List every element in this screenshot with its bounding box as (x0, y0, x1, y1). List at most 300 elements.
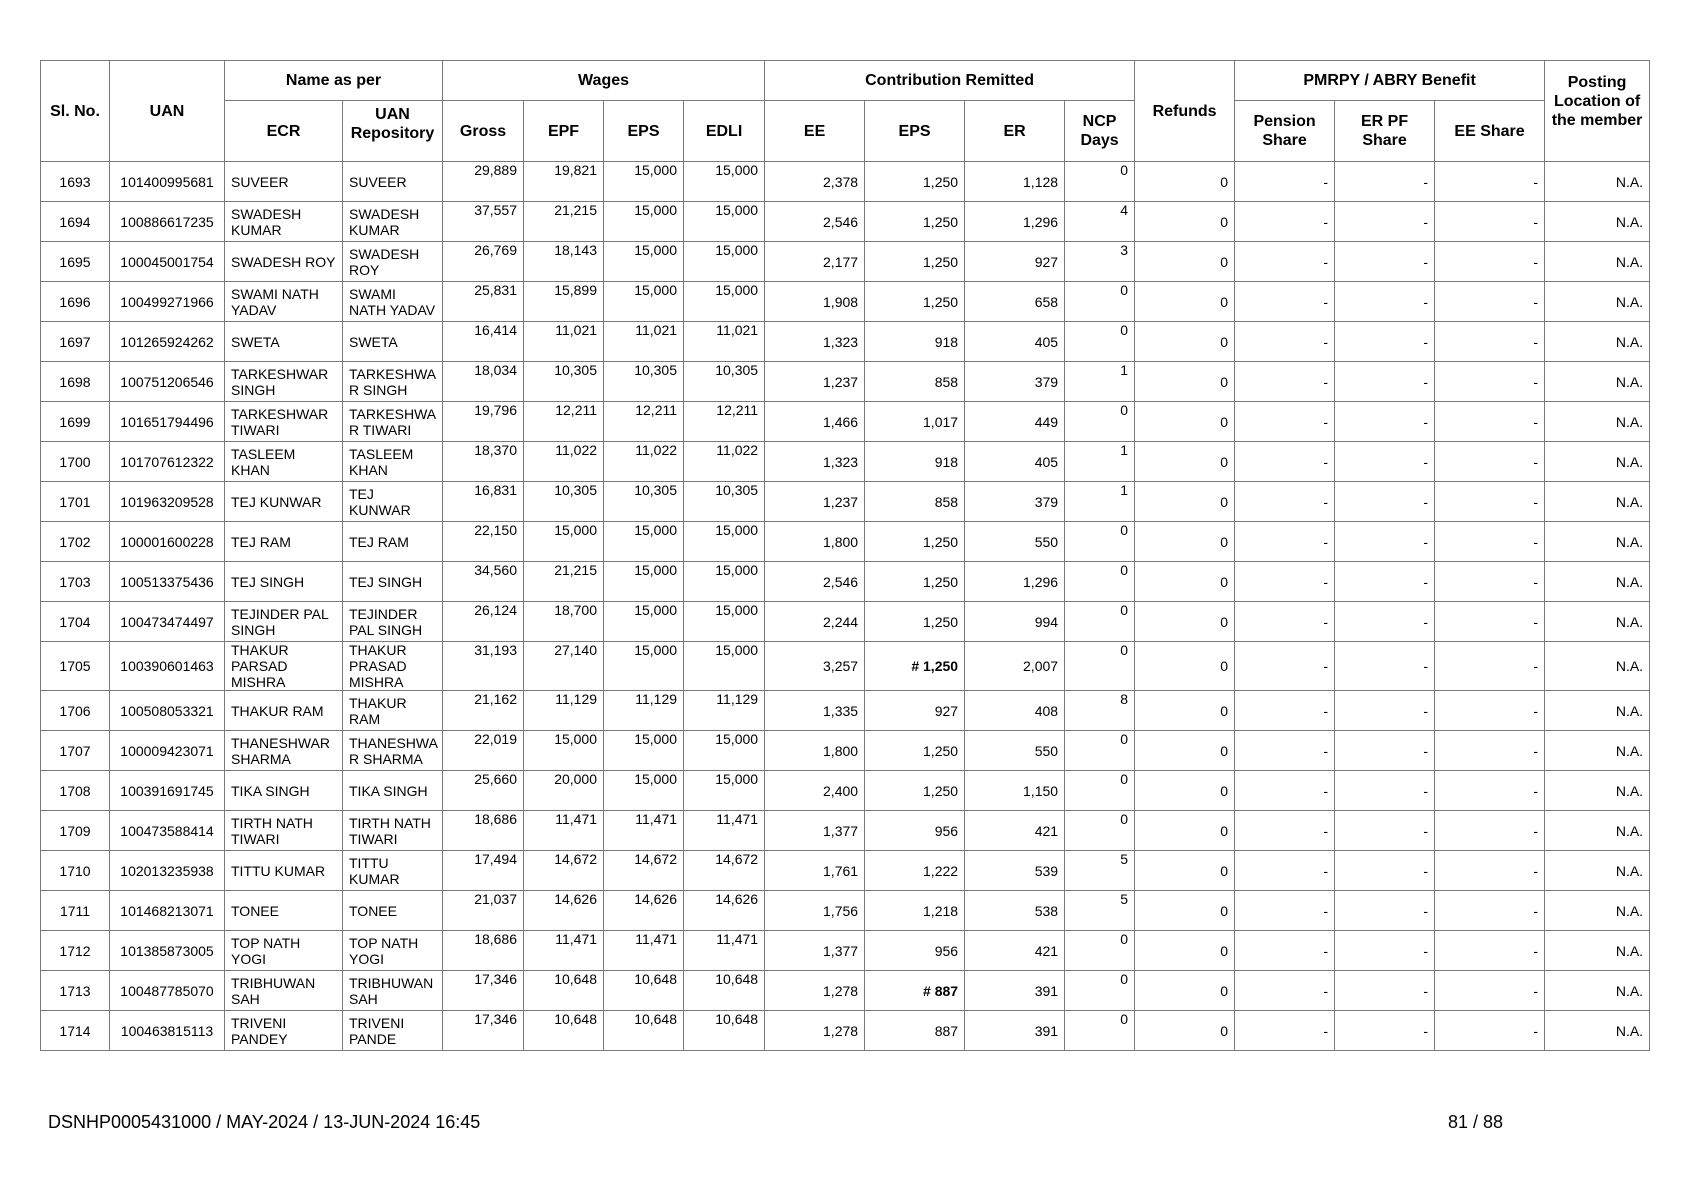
cell-er: 539 (965, 851, 1065, 891)
cell-ee: 1,761 (765, 851, 865, 891)
cell-edli: 14,672 (684, 851, 765, 891)
table-row (41, 971, 1650, 1011)
cell-eps: 15,000 (604, 162, 684, 202)
cell-uan: 101400995681 (110, 162, 225, 202)
cell-ncp-days: 8 (1065, 691, 1135, 731)
cell-ecr-name: TOP NATH YOGI (225, 931, 343, 971)
cell-epf: 11,471 (524, 811, 604, 851)
cell-sl-no: 1694 (41, 202, 110, 242)
cell-epf: 10,648 (524, 971, 604, 1011)
cell-edli: 15,000 (684, 282, 765, 322)
cell-refunds: 0 (1135, 851, 1235, 891)
cell-sl-no: 1704 (41, 602, 110, 642)
cell-uan: 100009423071 (110, 731, 225, 771)
cell-epf: 12,211 (524, 402, 604, 442)
col-pension-share: Pension Share (1235, 101, 1335, 162)
cell-er-pf-share: - (1335, 362, 1435, 402)
cell-gross: 25,831 (443, 282, 524, 322)
cell-er: 391 (965, 1011, 1065, 1051)
cell-edli: 11,471 (684, 811, 765, 851)
cell-edli: 11,471 (684, 931, 765, 971)
cell-gross: 22,019 (443, 731, 524, 771)
cell-pension-share: - (1235, 731, 1335, 771)
cell-ee: 1,908 (765, 282, 865, 322)
cell-ee: 1,377 (765, 931, 865, 971)
cell-epf: 21,215 (524, 562, 604, 602)
cell-gross: 21,162 (443, 691, 524, 731)
cell-eps: 15,000 (604, 562, 684, 602)
cell-uan: 100001600228 (110, 522, 225, 562)
cell-edli: 10,648 (684, 1011, 765, 1051)
cell-ee-share: - (1435, 731, 1545, 771)
cell-er: 408 (965, 691, 1065, 731)
cell-sl-no: 1701 (41, 482, 110, 522)
cell-er-pf-share: - (1335, 731, 1435, 771)
cell-posting-location: N.A. (1545, 322, 1650, 362)
table-row (41, 851, 1650, 891)
cell-uan: 101963209528 (110, 482, 225, 522)
cell-ecr-name: TEJ KUNWAR (225, 482, 343, 522)
cell-refunds: 0 (1135, 971, 1235, 1011)
cell-posting-location: N.A. (1545, 362, 1650, 402)
cell-gross: 26,124 (443, 602, 524, 642)
cell-edli: 15,000 (684, 731, 765, 771)
cell-ecr-name: TIKA SINGH (225, 771, 343, 811)
cell-er: 538 (965, 891, 1065, 931)
table-row (41, 322, 1650, 362)
cell-er-pf-share: - (1335, 602, 1435, 642)
table-row (41, 771, 1650, 811)
table-row (41, 602, 1650, 642)
cell-sl-no: 1695 (41, 242, 110, 282)
cell-ncp-days: 0 (1065, 1011, 1135, 1051)
cell-er: 658 (965, 282, 1065, 322)
cell-contrib-eps: 927 (865, 691, 965, 731)
cell-epf: 14,626 (524, 891, 604, 931)
cell-uan: 100499271966 (110, 282, 225, 322)
cell-contrib-eps: 1,250 (865, 522, 965, 562)
cell-sl-no: 1697 (41, 322, 110, 362)
cell-edli: 15,000 (684, 562, 765, 602)
col-group-pmrpy: PMRPY / ABRY Benefit (1235, 61, 1545, 101)
cell-refunds: 0 (1135, 931, 1235, 971)
cell-uan: 100508053321 (110, 691, 225, 731)
cell-ncp-days: 5 (1065, 891, 1135, 931)
cell-ecr-name: SUVEER (225, 162, 343, 202)
cell-er-pf-share: - (1335, 482, 1435, 522)
cell-er: 927 (965, 242, 1065, 282)
cell-edli: 15,000 (684, 522, 765, 562)
cell-ee-share: - (1435, 891, 1545, 931)
cell-ecr-name: THAKUR PARSAD MISHRA (225, 642, 343, 691)
cell-ncp-days: 0 (1065, 282, 1135, 322)
cell-posting-location: N.A. (1545, 1011, 1650, 1051)
col-group-contribution: Contribution Remitted (765, 61, 1135, 101)
cell-gross: 21,037 (443, 891, 524, 931)
cell-pension-share: - (1235, 242, 1335, 282)
col-refunds: Refunds (1135, 61, 1235, 162)
cell-refunds: 0 (1135, 691, 1235, 731)
cell-uan-repository-name: TONEE (343, 891, 443, 931)
cell-uan-repository-name: THAKUR PRASAD MISHRA (343, 642, 443, 691)
cell-uan-repository-name: TIRTH NATH TIWARI (343, 811, 443, 851)
cell-ee-share: - (1435, 931, 1545, 971)
cell-ee: 2,546 (765, 562, 865, 602)
cell-posting-location: N.A. (1545, 242, 1650, 282)
col-contrib-eps: EPS (865, 101, 965, 162)
cell-edli: 11,021 (684, 322, 765, 362)
cell-contrib-eps: 1,250 (865, 202, 965, 242)
cell-ecr-name: TASLEEM KHAN (225, 442, 343, 482)
cell-uan-repository-name: TIKA SINGH (343, 771, 443, 811)
cell-ee-share: - (1435, 482, 1545, 522)
cell-pension-share: - (1235, 691, 1335, 731)
cell-uan: 100391691745 (110, 771, 225, 811)
cell-ee-share: - (1435, 642, 1545, 691)
cell-eps: 15,000 (604, 602, 684, 642)
cell-ee-share: - (1435, 282, 1545, 322)
cell-refunds: 0 (1135, 1011, 1235, 1051)
cell-ee-share: - (1435, 1011, 1545, 1051)
cell-ee: 1,377 (765, 811, 865, 851)
col-sl-no: Sl. No. (41, 61, 110, 162)
cell-sl-no: 1705 (41, 642, 110, 691)
cell-ee: 1,800 (765, 731, 865, 771)
cell-gross: 16,414 (443, 322, 524, 362)
cell-sl-no: 1698 (41, 362, 110, 402)
cell-ee: 2,177 (765, 242, 865, 282)
cell-eps: 10,305 (604, 362, 684, 402)
cell-uan: 100463815113 (110, 1011, 225, 1051)
cell-er-pf-share: - (1335, 522, 1435, 562)
cell-uan-repository-name: TEJ SINGH (343, 562, 443, 602)
cell-gross: 17,346 (443, 1011, 524, 1051)
cell-er: 550 (965, 731, 1065, 771)
cell-epf: 10,305 (524, 362, 604, 402)
cell-eps: 15,000 (604, 522, 684, 562)
cell-uan-repository-name: TEJ RAM (343, 522, 443, 562)
cell-pension-share: - (1235, 442, 1335, 482)
cell-uan-repository-name: TASLEEM KHAN (343, 442, 443, 482)
cell-posting-location: N.A. (1545, 282, 1650, 322)
col-edli: EDLI (684, 101, 765, 162)
cell-uan-repository-name: TEJINDER PAL SINGH (343, 602, 443, 642)
cell-ee: 2,400 (765, 771, 865, 811)
cell-posting-location: N.A. (1545, 971, 1650, 1011)
cell-uan-repository-name: SWETA (343, 322, 443, 362)
cell-ecr-name: THAKUR RAM (225, 691, 343, 731)
cell-er-pf-share: - (1335, 642, 1435, 691)
cell-ecr-name: SWADESH KUMAR (225, 202, 343, 242)
cell-sl-no: 1696 (41, 282, 110, 322)
cell-er: 1,296 (965, 562, 1065, 602)
cell-ee: 1,323 (765, 322, 865, 362)
cell-eps: 10,305 (604, 482, 684, 522)
cell-er: 421 (965, 811, 1065, 851)
col-epf: EPF (524, 101, 604, 162)
cell-er-pf-share: - (1335, 771, 1435, 811)
cell-ncp-days: 0 (1065, 731, 1135, 771)
cell-sl-no: 1702 (41, 522, 110, 562)
cell-contrib-eps: 1,250 (865, 242, 965, 282)
cell-er: 391 (965, 971, 1065, 1011)
col-ee-share: EE Share (1435, 101, 1545, 162)
cell-ncp-days: 0 (1065, 602, 1135, 642)
cell-ncp-days: 0 (1065, 522, 1135, 562)
cell-ee: 1,278 (765, 1011, 865, 1051)
cell-er-pf-share: - (1335, 851, 1435, 891)
col-group-wages: Wages (443, 61, 765, 101)
cell-epf: 11,021 (524, 322, 604, 362)
cell-contrib-eps: 1,222 (865, 851, 965, 891)
cell-ee-share: - (1435, 202, 1545, 242)
cell-contrib-eps: 1,250 (865, 602, 965, 642)
cell-pension-share: - (1235, 402, 1335, 442)
col-uan-repository: UAN Repository (343, 101, 443, 162)
cell-ee-share: - (1435, 362, 1545, 402)
page-number: 81 / 88 (1448, 1112, 1504, 1132)
cell-ncp-days: 0 (1065, 562, 1135, 602)
cell-gross: 18,370 (443, 442, 524, 482)
cell-refunds: 0 (1135, 891, 1235, 931)
cell-ecr-name: TITTU KUMAR (225, 851, 343, 891)
cell-edli: 15,000 (684, 602, 765, 642)
cell-eps: 15,000 (604, 202, 684, 242)
cell-posting-location: N.A. (1545, 202, 1650, 242)
cell-contrib-eps: 1,017 (865, 402, 965, 442)
cell-uan-repository-name: SWAMI NATH YADAV (343, 282, 443, 322)
cell-gross: 16,831 (443, 482, 524, 522)
cell-sl-no: 1708 (41, 771, 110, 811)
cell-refunds: 0 (1135, 322, 1235, 362)
cell-contrib-eps: # 887 (865, 971, 965, 1011)
cell-epf: 10,305 (524, 482, 604, 522)
cell-uan-repository-name: TITTU KUMAR (343, 851, 443, 891)
cell-refunds: 0 (1135, 282, 1235, 322)
table-row (41, 282, 1650, 322)
table-row (41, 162, 1650, 202)
table-row (41, 891, 1650, 931)
cell-contrib-eps: 1,250 (865, 162, 965, 202)
cell-contrib-eps: 1,218 (865, 891, 965, 931)
cell-uan: 100473474497 (110, 602, 225, 642)
cell-posting-location: N.A. (1545, 731, 1650, 771)
cell-pension-share: - (1235, 971, 1335, 1011)
cell-eps: 11,021 (604, 322, 684, 362)
cell-er-pf-share: - (1335, 202, 1435, 242)
cell-contrib-eps: 887 (865, 1011, 965, 1051)
table-body (41, 162, 1650, 1051)
cell-uan: 100886617235 (110, 202, 225, 242)
cell-pension-share: - (1235, 931, 1335, 971)
cell-eps: 15,000 (604, 771, 684, 811)
cell-gross: 17,346 (443, 971, 524, 1011)
cell-ecr-name: TARKESHWAR SINGH (225, 362, 343, 402)
cell-er-pf-share: - (1335, 931, 1435, 971)
cell-refunds: 0 (1135, 242, 1235, 282)
cell-pension-share: - (1235, 851, 1335, 891)
cell-pension-share: - (1235, 282, 1335, 322)
cell-er-pf-share: - (1335, 282, 1435, 322)
cell-gross: 18,034 (443, 362, 524, 402)
cell-gross: 19,796 (443, 402, 524, 442)
cell-posting-location: N.A. (1545, 931, 1650, 971)
cell-edli: 10,305 (684, 362, 765, 402)
cell-er: 449 (965, 402, 1065, 442)
cell-gross: 18,686 (443, 931, 524, 971)
cell-ncp-days: 5 (1065, 851, 1135, 891)
cell-epf: 15,000 (524, 522, 604, 562)
table-row (41, 482, 1650, 522)
table-header (41, 61, 1650, 162)
cell-gross: 37,557 (443, 202, 524, 242)
cell-er: 994 (965, 602, 1065, 642)
cell-edli: 15,000 (684, 642, 765, 691)
cell-uan-repository-name: TOP NATH YOGI (343, 931, 443, 971)
cell-refunds: 0 (1135, 731, 1235, 771)
cell-posting-location: N.A. (1545, 522, 1650, 562)
cell-ncp-days: 1 (1065, 482, 1135, 522)
cell-sl-no: 1700 (41, 442, 110, 482)
cell-er-pf-share: - (1335, 891, 1435, 931)
cell-sl-no: 1699 (41, 402, 110, 442)
cell-ncp-days: 0 (1065, 931, 1135, 971)
cell-sl-no: 1706 (41, 691, 110, 731)
cell-refunds: 0 (1135, 202, 1235, 242)
cell-ee: 1,278 (765, 971, 865, 1011)
cell-posting-location: N.A. (1545, 562, 1650, 602)
cell-ecr-name: TIRTH NATH TIWARI (225, 811, 343, 851)
cell-refunds: 0 (1135, 602, 1235, 642)
cell-epf: 21,215 (524, 202, 604, 242)
cell-eps: 15,000 (604, 282, 684, 322)
cell-contrib-eps: 1,250 (865, 771, 965, 811)
col-gross: Gross (443, 101, 524, 162)
table-row (41, 731, 1650, 771)
cell-uan-repository-name: THAKUR RAM (343, 691, 443, 731)
cell-uan: 101385873005 (110, 931, 225, 971)
cell-uan: 100390601463 (110, 642, 225, 691)
cell-epf: 19,821 (524, 162, 604, 202)
cell-sl-no: 1707 (41, 731, 110, 771)
col-posting-location: Posting Location of the member (1545, 61, 1650, 162)
col-ncp-days: NCP Days (1065, 101, 1135, 162)
cell-uan: 100473588414 (110, 811, 225, 851)
cell-ee: 1,323 (765, 442, 865, 482)
cell-contrib-eps: # 1,250 (865, 642, 965, 691)
cell-gross: 25,660 (443, 771, 524, 811)
cell-uan: 100487785070 (110, 971, 225, 1011)
cell-ncp-days: 0 (1065, 642, 1135, 691)
cell-contrib-eps: 858 (865, 362, 965, 402)
cell-gross: 26,769 (443, 242, 524, 282)
cell-epf: 20,000 (524, 771, 604, 811)
cell-eps: 11,022 (604, 442, 684, 482)
cell-uan-repository-name: TRIBHUWAN SAH (343, 971, 443, 1011)
cell-er-pf-share: - (1335, 242, 1435, 282)
table-row (41, 811, 1650, 851)
cell-epf: 18,700 (524, 602, 604, 642)
cell-posting-location: N.A. (1545, 162, 1650, 202)
cell-eps: 15,000 (604, 242, 684, 282)
cell-ecr-name: TEJINDER PAL SINGH (225, 602, 343, 642)
cell-posting-location: N.A. (1545, 891, 1650, 931)
cell-uan-repository-name: SWADESH ROY (343, 242, 443, 282)
cell-gross: 18,686 (443, 811, 524, 851)
cell-ee: 3,257 (765, 642, 865, 691)
cell-uan: 101468213071 (110, 891, 225, 931)
cell-posting-location: N.A. (1545, 642, 1650, 691)
cell-eps: 12,211 (604, 402, 684, 442)
cell-edli: 15,000 (684, 162, 765, 202)
cell-sl-no: 1710 (41, 851, 110, 891)
table-row (41, 1011, 1650, 1051)
cell-pension-share: - (1235, 811, 1335, 851)
cell-refunds: 0 (1135, 771, 1235, 811)
cell-edli: 15,000 (684, 202, 765, 242)
cell-er-pf-share: - (1335, 691, 1435, 731)
cell-ee-share: - (1435, 602, 1545, 642)
cell-er-pf-share: - (1335, 402, 1435, 442)
cell-epf: 10,648 (524, 1011, 604, 1051)
cell-gross: 31,193 (443, 642, 524, 691)
cell-eps: 15,000 (604, 642, 684, 691)
cell-edli: 11,022 (684, 442, 765, 482)
cell-posting-location: N.A. (1545, 811, 1650, 851)
cell-ee: 1,756 (765, 891, 865, 931)
cell-refunds: 0 (1135, 442, 1235, 482)
cell-er: 405 (965, 322, 1065, 362)
cell-pension-share: - (1235, 162, 1335, 202)
cell-ecr-name: TEJ RAM (225, 522, 343, 562)
cell-sl-no: 1693 (41, 162, 110, 202)
cell-er-pf-share: - (1335, 562, 1435, 602)
cell-sl-no: 1703 (41, 562, 110, 602)
cell-ncp-days: 0 (1065, 322, 1135, 362)
cell-epf: 18,143 (524, 242, 604, 282)
cell-gross: 17,494 (443, 851, 524, 891)
cell-uan-repository-name: TRIVENI PANDE (343, 1011, 443, 1051)
table-row (41, 202, 1650, 242)
cell-uan-repository-name: SUVEER (343, 162, 443, 202)
cell-uan: 100045001754 (110, 242, 225, 282)
cell-eps: 11,129 (604, 691, 684, 731)
cell-refunds: 0 (1135, 482, 1235, 522)
cell-ee: 1,466 (765, 402, 865, 442)
cell-ee-share: - (1435, 562, 1545, 602)
cell-gross: 22,150 (443, 522, 524, 562)
cell-contrib-eps: 956 (865, 931, 965, 971)
cell-posting-location: N.A. (1545, 442, 1650, 482)
cell-er-pf-share: - (1335, 1011, 1435, 1051)
cell-edli: 15,000 (684, 242, 765, 282)
cell-pension-share: - (1235, 362, 1335, 402)
cell-pension-share: - (1235, 562, 1335, 602)
cell-ecr-name: TRIVENI PANDEY (225, 1011, 343, 1051)
table-row (41, 522, 1650, 562)
cell-ncp-days: 3 (1065, 242, 1135, 282)
cell-er: 550 (965, 522, 1065, 562)
cell-ee-share: - (1435, 771, 1545, 811)
cell-pension-share: - (1235, 602, 1335, 642)
cell-uan: 100513375436 (110, 562, 225, 602)
cell-epf: 27,140 (524, 642, 604, 691)
cell-pension-share: - (1235, 891, 1335, 931)
cell-er: 2,007 (965, 642, 1065, 691)
cell-epf: 11,129 (524, 691, 604, 731)
cell-ecr-name: THANESHWAR SHARMA (225, 731, 343, 771)
cell-er-pf-share: - (1335, 322, 1435, 362)
